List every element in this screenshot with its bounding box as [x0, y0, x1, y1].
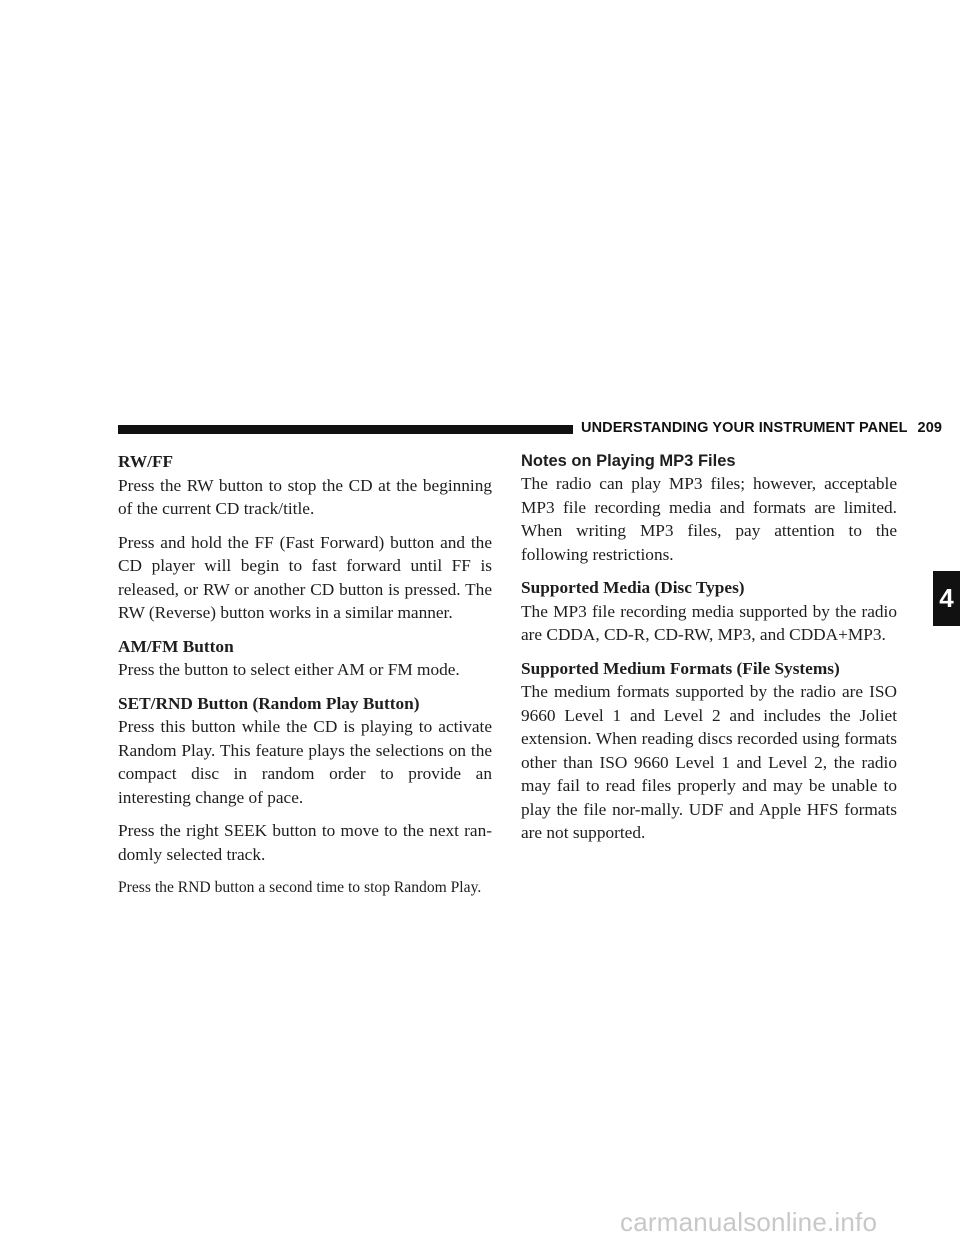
- setrnd-paragraph-3: Press the RND button a second time to stop Random Play.: [118, 879, 482, 896]
- amfm-paragraph: Press the button to select either AM or FM mode.: [118, 660, 460, 679]
- watermark: carmanualsonline.info: [620, 1207, 878, 1237]
- section-title: UNDERSTANDING YOUR INSTRUMENT PANEL: [581, 420, 908, 436]
- running-header: [581, 420, 942, 436]
- header-rule: [118, 425, 573, 434]
- left-column: [118, 450, 492, 900]
- rwff-paragraph-2: Press and hold the FF (Fast Forward) button and the CD player will begin to fast forward until FF is released, or RW or another CD button is pressed. The RW (Reverse) button works in a similar manner.: [118, 532, 492, 622]
- mp3-heading: Notes on Playing MP3 Files: [521, 452, 736, 470]
- setrnd-heading: SET/RND Button (Random Play Button): [118, 693, 420, 713]
- setrnd-paragraph-2: Press the right SEEK button to move to the next ran-domly selected track.: [118, 821, 492, 864]
- rwff-paragraph-1: Press the RW button to stop the CD at the beginning of the current CD track/title.: [118, 475, 492, 518]
- amfm-heading: AM/FM Button: [118, 636, 234, 656]
- supported-media-paragraph: The MP3 file recording media supported by the radio are CDDA, CD-R, CD-RW, MP3, and CDDA+MP3.: [521, 601, 897, 644]
- rwff-heading: RW/FF: [118, 452, 174, 471]
- right-column: [521, 450, 897, 845]
- supported-formats-paragraph: The medium formats supported by the radio are ISO 9660 Level 1 and Level 2 and includes the Joliet extension. When reading discs recorded using formats other than ISO 9660 Level 1 and Level 2, the radio may fail to read files properly and may be unable to play the file nor-mally. UDF and Apple HFS formats are not supported.: [521, 682, 897, 842]
- supported-formats-heading: Supported Medium Formats (File Systems): [521, 658, 840, 678]
- chapter-tab: 4: [933, 571, 960, 626]
- mp3-paragraph: The radio can play MP3 files; however, acceptable MP3 file recording media and formats are limited. When writing MP3 files, pay attention to the following restrictions.: [521, 474, 897, 564]
- supported-media-heading: Supported Media (Disc Types): [521, 578, 745, 597]
- setrnd-paragraph-1: Press this button while the CD is playing to activate Random Play. This feature plays the selections on the compact disc in random order to provide an interesting change of pace.: [118, 717, 492, 807]
- page-number: 209: [917, 420, 943, 436]
